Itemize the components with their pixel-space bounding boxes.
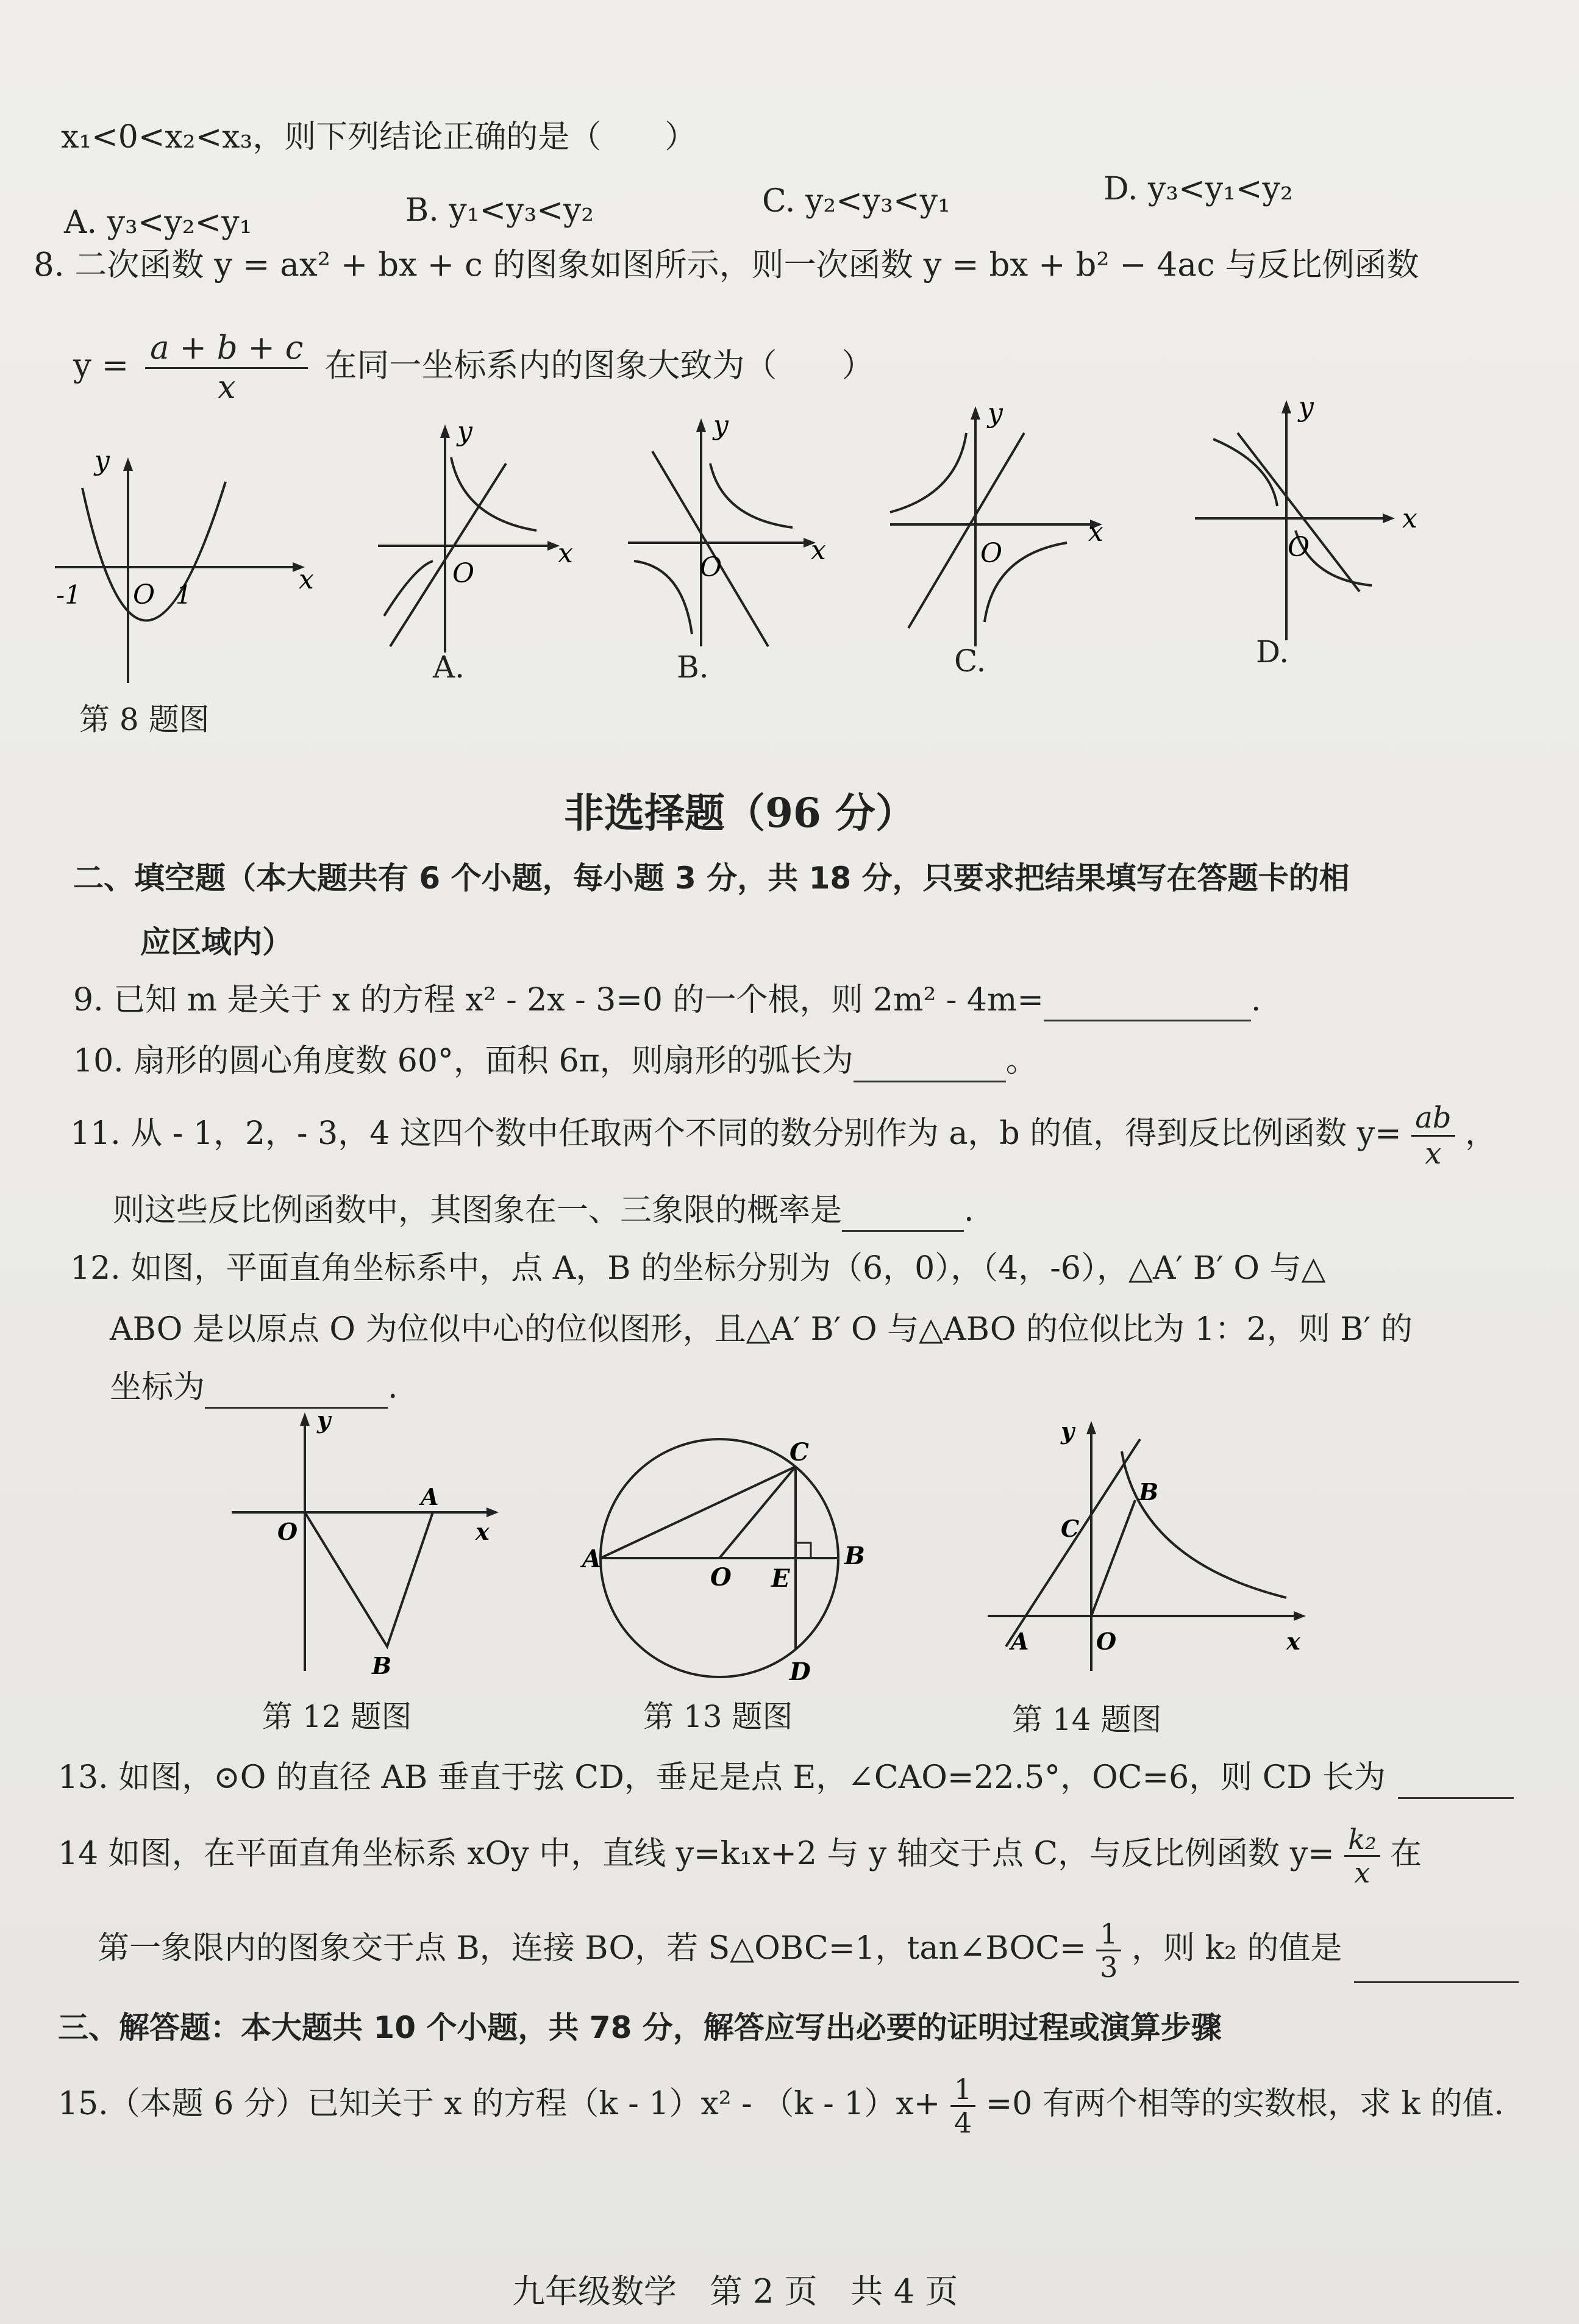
q13-text <box>58 1756 1514 1799</box>
svg-text:O: O <box>710 1563 732 1592</box>
q11-frac-den: x <box>1425 1137 1442 1171</box>
q8-option-a-graph <box>372 416 579 665</box>
q12-line1: 12. 如图，平面直角坐标系中，点 A，B 的坐标分别为（6，0），（4，-6），△A′ B′ O 与△ <box>70 1250 1326 1287</box>
q9-text: 9. 已知 m 是关于 x 的方程 x² - 2x - 3=0 的一个根，则 2m² - 4m= . <box>73 979 1261 1021</box>
q12-line3: 坐标为 . <box>110 1366 398 1409</box>
q8-line2 <box>73 329 874 407</box>
q11-stem2: 则这些反比例函数中，其图象在一、三象限的概率是 <box>113 1192 843 1229</box>
q10-text: 10. 扇形的圆心角度数 60°，面积 6π，则扇形的弧长为 。 <box>73 1040 1038 1082</box>
q7-option-c: C. y₂<y₃<y₁ <box>762 183 950 220</box>
part3-title: 三、解答题：本大题共 10 个小题，共 78 分，解答应写出必要的证明过程或演算步骤 <box>58 2010 1222 2045</box>
fig12-graph <box>226 1406 506 1689</box>
svg-text:O: O <box>980 538 1003 569</box>
svg-text:O: O <box>700 552 722 583</box>
svg-text:O: O <box>1288 532 1310 563</box>
svg-text:y: y <box>1299 392 1314 423</box>
q7-option-b: B. y₁<y₃<y₂ <box>405 192 594 229</box>
q14-stem2: 第一象限内的图象交于点 B，连接 BO，若 S△OBC=1，tan∠BOC= <box>98 1930 1086 1967</box>
svg-text:A: A <box>421 1483 439 1511</box>
page-footer: 九年级数学 第 2 页 共 4 页 <box>512 2272 958 2311</box>
svg-text:E: E <box>771 1564 790 1593</box>
q8-fraction <box>145 329 308 407</box>
q8-option-c-graph <box>884 398 1128 659</box>
q12-line2: ABO 是以原点 O 为位似中心的位似图形，且△A′ B′ O 与△ABO 的位似比为 1：2，则 B′ 的 <box>110 1311 1413 1348</box>
part2-title-line2: 应区域内） <box>140 924 293 960</box>
q8-option-c-label: C. <box>954 643 986 679</box>
svg-text:D: D <box>790 1657 811 1686</box>
q12-answer-blank <box>205 1376 388 1409</box>
fig12-caption: 第 12 题图 <box>262 1699 412 1734</box>
q8-parabola-graph <box>49 445 317 695</box>
q14-line2 <box>98 1918 1519 1983</box>
q8-line2-suffix: 在同一坐标系内的图象大致为（ ） <box>324 347 874 384</box>
svg-text:O: O <box>452 558 475 589</box>
q11-stem: 11. 从 - 1，2，- 3，4 这四个数中任取两个不同的数分别作为 a，b 的值，得到反比例函数 y= <box>70 1115 1402 1152</box>
q14-frac2-num: 1 <box>1096 1918 1121 1951</box>
svg-text:y: y <box>1061 1417 1075 1445</box>
svg-text:y: y <box>317 1406 331 1434</box>
q11-frac-num: ab <box>1411 1101 1455 1137</box>
q15-text <box>58 2073 1504 2139</box>
svg-text:y: y <box>988 398 1003 429</box>
q8-line1: 8. 二次函数 y = ax² + bx + c 的图象如图所示，则一次函数 y = bx + b² − 4ac 与反比例函数 <box>34 246 1419 284</box>
q8-figure-caption: 第 8 题图 <box>79 702 210 737</box>
svg-text:x: x <box>476 1518 490 1545</box>
q14-frac1-den: x <box>1354 1856 1370 1889</box>
q15-frac-den: 4 <box>953 2106 972 2139</box>
q10-stem: 10. 扇形的圆心角度数 60°，面积 6π，则扇形的弧长为 <box>73 1043 854 1079</box>
fig13-caption: 第 13 题图 <box>643 1699 793 1734</box>
q14-frac1-num: k₂ <box>1344 1823 1380 1857</box>
q7-stem: x₁<0<x₂<x₃，则下列结论正确的是（ ） <box>61 119 697 156</box>
q14-stem1-suffix: 在 <box>1390 1836 1422 1872</box>
q15-stem-suffix: =0 有两个相等的实数根，求 k 的值. <box>985 2086 1505 2122</box>
svg-text:O: O <box>277 1518 298 1545</box>
svg-text:x: x <box>558 538 573 569</box>
svg-text:y: y <box>713 410 729 441</box>
svg-text:x: x <box>299 564 314 595</box>
svg-text:1: 1 <box>176 580 192 610</box>
q14-stem1: 14 如图，在平面直角坐标系 xOy 中，直线 y=k₁x+2 与 y 轴交于点 C，与反比例函数 y= <box>58 1836 1335 1872</box>
q8-option-b-label: B. <box>677 649 709 685</box>
q8-option-d-label: D. <box>1256 634 1289 670</box>
q11-line1: 11. 从 - 1，2，- 3，4 这四个数中任取两个不同的数分别作为 a，b 的值，得到反比例函数 y= $\frac{ab}{x}$ ， <box>70 1101 1497 1171</box>
svg-text:-1: -1 <box>56 580 81 610</box>
q12-stem3: 坐标为 <box>110 1369 205 1406</box>
q11-fraction <box>1411 1101 1455 1171</box>
fig14-graph <box>975 1415 1317 1683</box>
q14-frac2-den: 3 <box>1100 1951 1118 1984</box>
fig14-caption: 第 14 题图 <box>1012 1702 1162 1737</box>
q11-line2: 则这些反比例函数中，其图象在一、三象限的概率是 . <box>113 1189 974 1232</box>
svg-text:C: C <box>790 1438 809 1467</box>
svg-text:x: x <box>1402 503 1417 534</box>
q8-frac-num: a + b + c <box>145 329 308 369</box>
q11-answer-blank <box>842 1200 964 1232</box>
q8-y-equals: y = <box>73 347 129 384</box>
q15-stem: 15.（本题 6 分）已知关于 x 的方程（k - 1）x² - （k - 1）x+ <box>58 2086 941 2122</box>
q14-fraction2 <box>1096 1918 1121 1983</box>
svg-text:O: O <box>133 579 155 610</box>
svg-text:A: A <box>582 1545 602 1573</box>
q14-stem2-suffix: ，则 k₂ 的值是 <box>1131 1930 1342 1967</box>
q14-fraction1 <box>1344 1823 1380 1889</box>
svg-text:x: x <box>1088 517 1103 548</box>
q14-line1 <box>58 1823 1422 1889</box>
svg-text:x: x <box>811 535 826 566</box>
q8-option-d-graph <box>1189 392 1433 653</box>
q15-frac-num: 1 <box>950 2073 975 2107</box>
q7-option-a: A. y₃<y₂<y₁ <box>64 204 252 241</box>
svg-text:A: A <box>1011 1628 1029 1655</box>
section-title: 非选择题（96 分） <box>564 789 916 837</box>
svg-text:O: O <box>1096 1628 1117 1655</box>
q8-option-b-graph <box>622 410 829 659</box>
q8-option-a-label: A. <box>433 649 465 685</box>
fig13-graph <box>582 1433 866 1689</box>
q7-option-d: D. y₃<y₁<y₂ <box>1103 171 1293 207</box>
q15-fraction <box>950 2073 975 2139</box>
svg-text:B: B <box>844 1542 865 1570</box>
svg-text:B: B <box>1139 1478 1159 1506</box>
svg-text:y: y <box>457 416 472 447</box>
q9-stem: 9. 已知 m 是关于 x 的方程 x² - 2x - 3=0 的一个根，则 2m² - 4m= <box>73 982 1044 1018</box>
svg-text:x: x <box>1286 1628 1300 1655</box>
q8-frac-den: x <box>217 369 236 406</box>
q14-answer-blank <box>1354 1951 1519 1983</box>
svg-text:B: B <box>372 1652 392 1679</box>
svg-text:C: C <box>1061 1515 1080 1542</box>
svg-text:y: y <box>94 445 110 476</box>
q10-answer-blank <box>854 1050 1006 1082</box>
q9-answer-blank <box>1044 989 1251 1021</box>
q13-stem: 13. 如图，⊙O 的直径 AB 垂直于弦 CD，垂足是点 E，∠CAO=22.5°，OC=6，则 CD 长为 <box>58 1759 1386 1796</box>
q13-answer-blank <box>1398 1767 1514 1799</box>
part2-title-line1: 二、填空题（本大题共有 6 个小题，每小题 3 分，共 18 分，只要求把结果填写在答题卡的相 <box>73 860 1350 896</box>
